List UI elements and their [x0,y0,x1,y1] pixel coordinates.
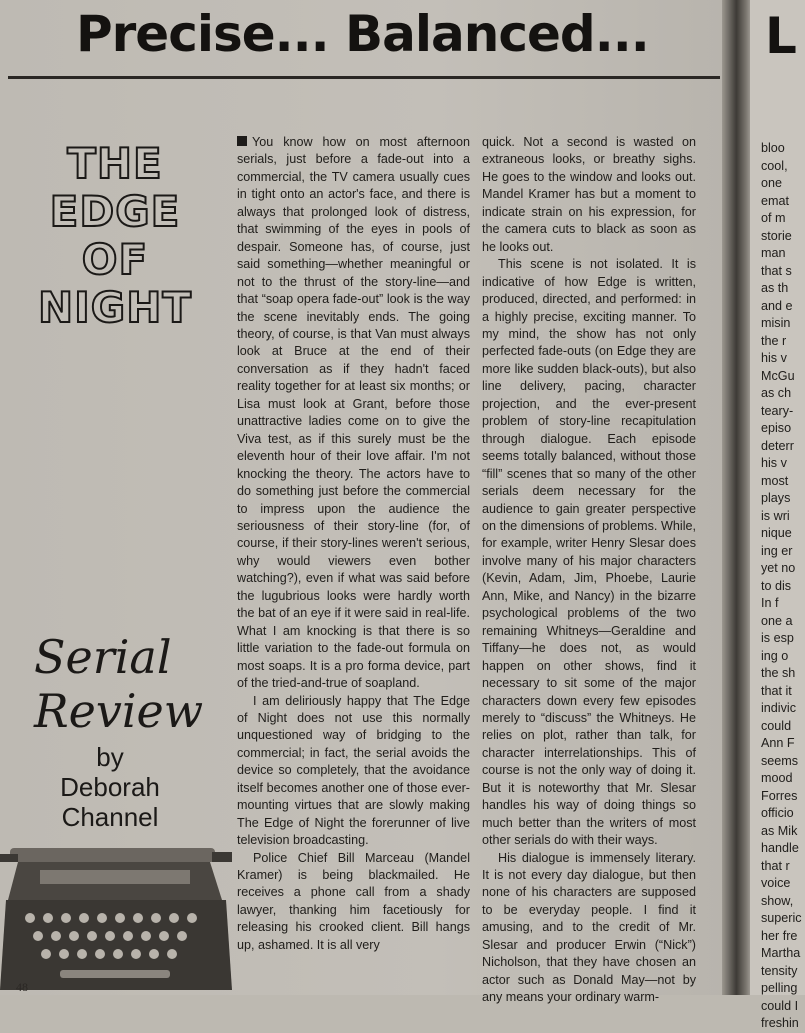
right-column-line: nique [761,526,792,540]
right-column-line: is esp [761,631,794,645]
right-column-line: as Mik [761,823,798,838]
right-column-line: most [761,473,789,488]
department-line: Serial [34,630,172,684]
right-column-line: Ann F [761,736,795,750]
right-column-line: cool, [761,158,788,173]
paragraph: His dialogue is immensely literary. It is not every day dialogue, but then none of his characters are supposed to be everyday people. I find it amusing, and to the credit of Mr. Slesar and producer Erwin (“Nick”) Nicholson, that they have chosen an actor such as Donald May—not by any means your ordinary warm- [482,850,696,1005]
right-column-line: mood [761,771,793,785]
headline: Precise... Balanced... [76,5,649,63]
paragraph: You know how on most afternoon serials, just before a fade-out into a commercial, the TV camera usually cues in tight onto an actor's face, and there is always that prolonged look of distress, that swimming of the eyes in pools of despair. Someone has, of course, just said something—whether meaningful or not to the thrust of the story-line—and that “soap opera fade-out” look is the way the scene inevitably ends. The going theory, of course, is that Van must always look at Bruce at the end of their conversation as if they hadn't faced reality together for at least six months; or Lisa must look at Grant, before those unattractive ladies come on to give the Viva test, as if this surely must be the eleventh hour of their love affair. I'm not knocking the theory. The actors have to do something just before the commercial to impress upon the audience the seriousness of their story-line (for, of course, if their story-lines weren't serious, why would viewers even bother watching?), even if what was said before the lugubrious looks were hardly worth the bat of an eye if it were said in real-life. What I am knocking is that there is so little variation to the fade-out formula on most soaps. It is a pro forma device, part of the tried-and-true of soapland. [237,135,470,691]
paragraph: I am deliriously happy that The Edge of Night does not use this normally unquestioned way of bridging to the commercial; in fact, the serial avoids the device so completely, that the avoidance itself becomes another one of those ever-mounting virtues that are slowly making The Edge of Night the forerunner of live television broadcasting. [237,693,470,848]
right-page-headline: L [765,7,797,65]
title-line: THE [67,139,163,188]
right-column-line: indivic [761,701,796,715]
typewriter-illustration [0,840,232,990]
right-column-line: tensity [761,963,798,978]
right-column-line: of m [761,211,786,225]
right-column-line: man [761,246,786,260]
paragraph: Police Chief Bill Marceau (Mandel Kramer) is being blackmailed. He receives a phone call from a shady lawyer, thanking him facetiously for releasing his crooked client. Bill hangs up, ashamed. It is all very [237,850,470,952]
right-column-line: as th [761,281,789,295]
right-column-line: to dis [761,578,792,593]
right-column-line: storie [761,228,792,243]
right-column-line: his v [761,456,787,470]
right-column-line: officio [761,806,794,820]
right-column-line: his v [761,351,787,365]
right-column-line: yet no [761,561,796,575]
author-first-name: Deborah [60,772,160,802]
right-column-line: episo [761,421,792,435]
bullet-marker [237,136,247,146]
right-column-line: her fre [761,928,798,943]
paragraph: This scene is not isolated. It is indicative of how Edge is written, produced, directed, and performed: in a highly precise, exciting manner. To my mind, the show has not only perfected fade-outs (on Edge they are more like sudden black-outs), but also line delivery, pacing, character projection, and the ever-present problem of story-line recapitulation through dialogue. Each episode seems totally balanced, without those “fill” scenes that so many of the other serials deem necessary for the audience to gain greater perspective on the dimensions of problems. While, for example, writer Henry Slesar does involve many of his major characters (Kevin, Adam, Jim, Phoebe, Laurie Ann, Mike, and Nancy) in the bizarre psychological problems of the two remaining Whitneys—Geraldine and Tiffany—he does not, as would happen on other shows, find it necessary to sit some of the major characters down every few episodes merely to “discuss” the Whitneys. He relies on plot, rather than talk, for character interrelationships. This of course is not the only way of doing it. But it is noteworthy that Mr. Slesar handles his way of doing things so much better than the writers of most other serials do with their ways. [482,257,696,848]
right-column-line: the r [761,333,787,348]
right-column-line: could I [761,998,799,1013]
right-column-line: one [761,176,783,190]
headline-rule [8,76,720,79]
department-line: Review [34,684,204,738]
right-column-line: McGu [761,368,795,383]
title-line: NIGHT [37,283,193,332]
right-column-line: that it [761,683,792,698]
byline [30,742,190,832]
right-column-line: and e [761,298,793,313]
show-title [30,140,200,332]
right-page-column [761,140,805,1033]
department-title [34,630,209,738]
right-column-line: show, [761,893,794,908]
right-column-line: that r [761,858,790,873]
right-column-line: as ch [761,386,792,400]
article-column-1 [237,134,470,954]
right-column-line: freshin [761,1016,799,1030]
article-column-2 [482,134,696,1007]
right-column-line: plays [761,491,791,505]
right-column-line: is wri [761,508,790,523]
right-column-line: seems [761,753,799,768]
right-column-line: misin [761,316,791,330]
right-column-line: Martha [761,946,801,960]
right-column-line: the sh [761,666,796,680]
page-number: 48 [16,980,28,994]
author-last-name: Channel [61,802,159,832]
right-column-line: In f [761,596,779,610]
right-column-line: teary- [761,403,794,418]
right-column-line: superic [761,911,802,925]
byline-by: by [96,742,124,772]
right-column-line: voice [761,876,791,890]
right-column-line: that s [761,263,792,278]
title-line: OF [81,235,149,284]
right-column-line: one a [761,613,793,628]
right-column-line: handle [761,841,799,855]
right-column-line: ing o [761,648,789,663]
paragraph: quick. Not a second is wasted on extraneous looks, or breathy sighs. He goes to the window and looks out. Mandel Kramer has but a moment to indicate strain on his expression, for the camera cuts to black as soon as he looks out. [482,135,696,254]
title-line: EDGE [49,187,181,236]
right-column-line: pelling [761,981,798,995]
right-column-line: could [761,718,792,733]
right-column-line: emat [761,193,789,208]
right-column-line: Forres [761,788,798,803]
right-column-line: ing er [761,543,793,558]
right-column-line: bloo [761,141,785,155]
right-column-line: deterr [761,438,794,453]
